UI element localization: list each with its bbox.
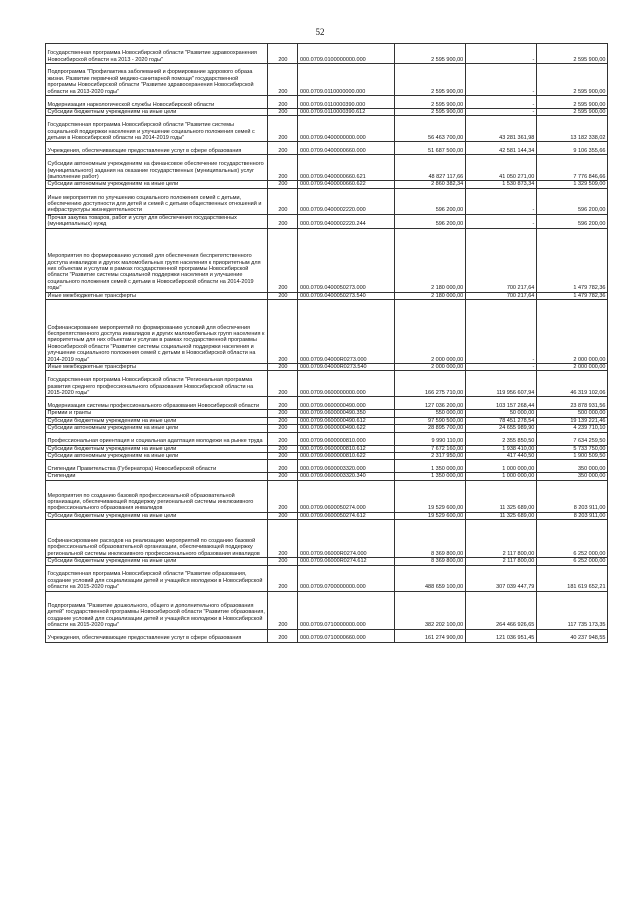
row-approved-amount-cell: 2 595 900,00 xyxy=(394,44,465,64)
row-classification-code-cell: 000.0709.0400000660.000 xyxy=(298,142,394,155)
table-row xyxy=(46,460,608,473)
row-code-cell: 200 xyxy=(268,629,298,642)
row-code-cell: 200 xyxy=(268,228,298,292)
row-classification-code-cell: 000.0709.0400000000.000 xyxy=(298,116,394,142)
row-executed-amount-cell: - xyxy=(465,300,536,364)
table-row xyxy=(46,591,608,629)
row-classification-code-cell: 000.0709.0600000810.612 xyxy=(298,445,394,452)
row-name-cell: Государственная программа Новосибирской области "Развитие здравоохранения Новосибирской области на 2013 - 2020 годы" xyxy=(46,44,268,64)
row-executed-amount-cell: - xyxy=(465,44,536,64)
row-unexecuted-amount-cell: 500 000,00 xyxy=(536,410,607,417)
row-executed-amount-cell: 50 000,00 xyxy=(465,410,536,417)
row-executed-amount-cell: 2 355 850,50 xyxy=(465,432,536,445)
row-unexecuted-amount-cell: 4 239 710,10 xyxy=(536,425,607,432)
row-code-cell: 200 xyxy=(268,181,298,188)
row-code-cell: 200 xyxy=(268,445,298,452)
table-row xyxy=(46,425,608,432)
row-approved-amount-cell: 8 369 800,00 xyxy=(394,558,465,565)
table-row xyxy=(46,410,608,417)
row-approved-amount-cell: 97 590 500,00 xyxy=(394,417,465,424)
table-row xyxy=(46,64,608,96)
row-name-cell: Подпрограмма "Развитие дошкольного, общего и дополнительного образования детей" государственной программы Новосибирской области "Развитие образования, создание условий для социализации детей и учащейся молодежи в Новосибирской области на 2015-2020 годы" xyxy=(46,591,268,629)
row-code-cell: 200 xyxy=(268,591,298,629)
row-unexecuted-amount-cell: 1 479 782,36 xyxy=(536,292,607,299)
row-classification-code-cell: 000.0709.0600000490.000 xyxy=(298,397,394,410)
row-unexecuted-amount-cell: 596 200,00 xyxy=(536,188,607,214)
row-unexecuted-amount-cell: 7 776 846,66 xyxy=(536,155,607,181)
row-approved-amount-cell: 161 274 900,00 xyxy=(394,629,465,642)
row-name-cell: Модернизация системы профессионального образования Новосибирской области xyxy=(46,397,268,410)
row-code-cell: 200 xyxy=(268,188,298,214)
row-approved-amount-cell: 19 529 600,00 xyxy=(394,512,465,519)
row-unexecuted-amount-cell: 2 595 900,00 xyxy=(536,96,607,109)
table-row xyxy=(46,473,608,480)
row-unexecuted-amount-cell: 2 595 900,00 xyxy=(536,109,607,116)
row-approved-amount-cell: 9 990 110,00 xyxy=(394,432,465,445)
row-executed-amount-cell: 41 050 271,00 xyxy=(465,155,536,181)
row-unexecuted-amount-cell: 8 203 911,00 xyxy=(536,480,607,512)
row-code-cell: 200 xyxy=(268,300,298,364)
table-row xyxy=(46,397,608,410)
table-row xyxy=(46,96,608,109)
row-executed-amount-cell: - xyxy=(465,109,536,116)
row-code-cell: 200 xyxy=(268,480,298,512)
row-unexecuted-amount-cell: 1 479 782,36 xyxy=(536,228,607,292)
row-unexecuted-amount-cell: 9 106 355,66 xyxy=(536,142,607,155)
row-executed-amount-cell: 1 938 410,00 xyxy=(465,445,536,452)
row-approved-amount-cell: 56 463 700,00 xyxy=(394,116,465,142)
row-name-cell: Субсидии бюджетным учреждениям на иные цели xyxy=(46,445,268,452)
row-name-cell: Профессиональная ориентация и социальная адаптация молодежи на рынке труда xyxy=(46,432,268,445)
row-approved-amount-cell: 127 036 200,00 xyxy=(394,397,465,410)
row-executed-amount-cell: - xyxy=(465,64,536,96)
row-unexecuted-amount-cell: 350 000,00 xyxy=(536,460,607,473)
row-approved-amount-cell: 2 000 000,00 xyxy=(394,300,465,364)
row-name-cell: Иные межбюджетные трансферты xyxy=(46,292,268,299)
row-classification-code-cell: 000.0709.0400000660.621 xyxy=(298,155,394,181)
row-approved-amount-cell: 2 595 900,00 xyxy=(394,96,465,109)
row-executed-amount-cell: 24 655 989,90 xyxy=(465,425,536,432)
table-row xyxy=(46,512,608,519)
row-approved-amount-cell: 7 672 160,00 xyxy=(394,445,465,452)
row-unexecuted-amount-cell: 40 237 948,55 xyxy=(536,629,607,642)
row-name-cell: Государственная программа Новосибирской области "Региональная программа развития среднего профессионального образования Новосибирской области на 2015-2020 годы" xyxy=(46,371,268,397)
row-classification-code-cell: 000.0709.0700000000.000 xyxy=(298,565,394,591)
table-row xyxy=(46,480,608,512)
table-row xyxy=(46,364,608,371)
row-classification-code-cell: 000.0709.0600050274.612 xyxy=(298,512,394,519)
row-name-cell: Премии и гранты xyxy=(46,410,268,417)
row-code-cell: 200 xyxy=(268,410,298,417)
table-row xyxy=(46,453,608,460)
table-row xyxy=(46,155,608,181)
table-row xyxy=(46,292,608,299)
row-approved-amount-cell: 2 595 900,00 xyxy=(394,109,465,116)
row-unexecuted-amount-cell: 7 634 259,50 xyxy=(536,432,607,445)
row-unexecuted-amount-cell: 117 735 173,35 xyxy=(536,591,607,629)
row-code-cell: 200 xyxy=(268,460,298,473)
row-code-cell: 200 xyxy=(268,432,298,445)
row-code-cell: 200 xyxy=(268,44,298,64)
row-unexecuted-amount-cell: 46 319 102,06 xyxy=(536,371,607,397)
row-classification-code-cell: 000.0709.0400000660.622 xyxy=(298,181,394,188)
row-classification-code-cell: 000.0709.0600003320.000 xyxy=(298,460,394,473)
row-classification-code-cell: 000.0709.0710000660.000 xyxy=(298,629,394,642)
row-classification-code-cell: 000.0709.04000R0273.540 xyxy=(298,364,394,371)
row-approved-amount-cell: 2 595 900,00 xyxy=(394,64,465,96)
row-approved-amount-cell: 166 275 710,00 xyxy=(394,371,465,397)
row-classification-code-cell: 000.0709.0400002220.000 xyxy=(298,188,394,214)
budget-execution-table xyxy=(45,43,608,643)
row-approved-amount-cell: 2 317 950,00 xyxy=(394,453,465,460)
row-unexecuted-amount-cell: 1 329 509,00 xyxy=(536,181,607,188)
row-code-cell: 200 xyxy=(268,155,298,181)
row-name-cell: Субсидии автономным учреждениям на иные цели xyxy=(46,181,268,188)
row-approved-amount-cell: 2 860 382,34 xyxy=(394,181,465,188)
table-row xyxy=(46,228,608,292)
row-name-cell: Модернизация наркологической службы Новосибирской области xyxy=(46,96,268,109)
row-name-cell: Софинансирование расходов на реализацию мероприятий по созданию базовой профессиональной образовательной организации, обеспечивающей поддержку региональной системы инклюзивного профессионального образования инвалидов xyxy=(46,520,268,558)
row-name-cell: Иные межбюджетные трансферты xyxy=(46,364,268,371)
row-code-cell: 200 xyxy=(268,520,298,558)
row-executed-amount-cell: 119 956 607,94 xyxy=(465,371,536,397)
row-unexecuted-amount-cell: 13 182 338,02 xyxy=(536,116,607,142)
row-name-cell: Учреждения, обеспечивающие предоставление услуг в сфере образования xyxy=(46,142,268,155)
table-row xyxy=(46,109,608,116)
row-unexecuted-amount-cell: 23 878 931,56 xyxy=(536,397,607,410)
row-code-cell: 200 xyxy=(268,425,298,432)
row-classification-code-cell: 000.0709.04000R0273.000 xyxy=(298,300,394,364)
row-executed-amount-cell: - xyxy=(465,364,536,371)
row-classification-code-cell: 000.0709.0400050273.540 xyxy=(298,292,394,299)
row-unexecuted-amount-cell: 2 000 000,00 xyxy=(536,300,607,364)
table-row xyxy=(46,520,608,558)
row-code-cell: 200 xyxy=(268,292,298,299)
row-name-cell: Мероприятия по формированию условий для обеспечения беспрепятственного доступа инвалидов и других маломобильных групп населения к приоритетным для них объектам и услугам в рамках государственной программы Новосибирской области "Развитие системы социальной поддержки населения и улучшение социального положения семей с детьми в Новосибирской области на 2014-2019 годы" xyxy=(46,228,268,292)
row-unexecuted-amount-cell: 6 252 000,00 xyxy=(536,558,607,565)
row-executed-amount-cell: 78 451 278,54 xyxy=(465,417,536,424)
row-executed-amount-cell: 417 440,50 xyxy=(465,453,536,460)
row-approved-amount-cell: 382 202 100,00 xyxy=(394,591,465,629)
row-code-cell: 200 xyxy=(268,417,298,424)
table-row xyxy=(46,181,608,188)
row-classification-code-cell: 000.0709.06000R0274.612 xyxy=(298,558,394,565)
row-approved-amount-cell: 550 000,00 xyxy=(394,410,465,417)
row-name-cell: Софинансирование мероприятий по формированию условий для обеспечения беспрепятственного доступа инвалидов и других маломобильных групп населения к приоритетным для них объектам и услугам в рамках государственной программы Новосибирской области "Развитие системы социальной поддержки населения и улучшение социального положения семей с детьми в Новосибирской области на 2014-2019 годы" xyxy=(46,300,268,364)
row-name-cell: Субсидии автономным учреждениям на иные цели xyxy=(46,453,268,460)
row-classification-code-cell: 000.0709.0600000490.350 xyxy=(298,410,394,417)
row-executed-amount-cell: 42 581 144,34 xyxy=(465,142,536,155)
row-executed-amount-cell: 264 466 926,65 xyxy=(465,591,536,629)
row-executed-amount-cell: 1 000 000,00 xyxy=(465,473,536,480)
row-classification-code-cell: 000.0709.0600000490.622 xyxy=(298,425,394,432)
row-code-cell: 200 xyxy=(268,214,298,228)
row-executed-amount-cell: 43 281 361,98 xyxy=(465,116,536,142)
row-executed-amount-cell: 2 117 800,00 xyxy=(465,558,536,565)
row-name-cell: Учреждения, обеспечивающие предоставление услуг в сфере образования xyxy=(46,629,268,642)
row-name-cell: Субсидии бюджетным учреждениям на иные цели xyxy=(46,558,268,565)
row-approved-amount-cell: 2 180 000,00 xyxy=(394,292,465,299)
table-row xyxy=(46,371,608,397)
row-classification-code-cell: 000.0709.0600000490.612 xyxy=(298,417,394,424)
row-approved-amount-cell: 48 827 117,66 xyxy=(394,155,465,181)
table-row xyxy=(46,629,608,642)
row-approved-amount-cell: 2 180 000,00 xyxy=(394,228,465,292)
table-row xyxy=(46,432,608,445)
row-executed-amount-cell: - xyxy=(465,214,536,228)
row-approved-amount-cell: 51 687 500,00 xyxy=(394,142,465,155)
row-name-cell: Иные мероприятия по улучшению социального положения семей с детьми, обеспечению доступности для детей и семей с детьми общественных отношений и инфраструктуры жизнедеятельности xyxy=(46,188,268,214)
table-row xyxy=(46,300,608,364)
row-classification-code-cell: 000.0709.0600000810.622 xyxy=(298,453,394,460)
row-code-cell: 200 xyxy=(268,364,298,371)
row-code-cell: 200 xyxy=(268,64,298,96)
table-row xyxy=(46,445,608,452)
row-approved-amount-cell: 1 350 000,00 xyxy=(394,460,465,473)
row-classification-code-cell: 000.0709.0100000000.000 xyxy=(298,44,394,64)
table-row xyxy=(46,142,608,155)
row-executed-amount-cell: 103 157 268,44 xyxy=(465,397,536,410)
row-executed-amount-cell: 2 117 800,00 xyxy=(465,520,536,558)
row-executed-amount-cell: 1 000 000,00 xyxy=(465,460,536,473)
row-executed-amount-cell: 121 036 951,45 xyxy=(465,629,536,642)
row-name-cell: Прочая закупка товаров, работ и услуг для обеспечения государственных (муниципальных) нужд xyxy=(46,214,268,228)
row-unexecuted-amount-cell: 2 595 900,00 xyxy=(536,64,607,96)
row-classification-code-cell: 000.0709.0600003320.340 xyxy=(298,473,394,480)
row-classification-code-cell: 000.0709.0400050273.000 xyxy=(298,228,394,292)
row-name-cell: Подпрограмма "Профилактика заболеваний и формирование здорового образа жизни. Развитие первичной медико-санитарной помощи" государственной программы Новосибирской области "Развитие здравоохранения Новосибирской области на 2013-2020 годы" xyxy=(46,64,268,96)
row-code-cell: 200 xyxy=(268,473,298,480)
row-name-cell: Субсидии автономным учреждениям на иные цели xyxy=(46,425,268,432)
row-name-cell: Субсидии бюджетным учреждениям на иные цели xyxy=(46,109,268,116)
row-classification-code-cell: 000.0709.0110000390.612 xyxy=(298,109,394,116)
table-row xyxy=(46,44,608,64)
row-classification-code-cell: 000.0709.0400002220.244 xyxy=(298,214,394,228)
row-classification-code-cell: 000.0709.0710000000.000 xyxy=(298,591,394,629)
row-approved-amount-cell: 596 200,00 xyxy=(394,214,465,228)
row-unexecuted-amount-cell: 5 733 750,00 xyxy=(536,445,607,452)
table-row xyxy=(46,188,608,214)
row-name-cell: Субсидии бюджетным учреждениям на иные цели xyxy=(46,512,268,519)
row-unexecuted-amount-cell: 8 203 911,00 xyxy=(536,512,607,519)
row-name-cell: Государственная программа Новосибирской области "Развитие образования, создание условий для социализации детей и учащейся молодежи в Новосибирской области на 2015-2020 годы" xyxy=(46,565,268,591)
row-approved-amount-cell: 2 000 000,00 xyxy=(394,364,465,371)
row-approved-amount-cell: 596 200,00 xyxy=(394,188,465,214)
table-body xyxy=(46,44,608,643)
row-unexecuted-amount-cell: 19 139 221,46 xyxy=(536,417,607,424)
row-unexecuted-amount-cell: 181 619 652,21 xyxy=(536,565,607,591)
page-number: 52 xyxy=(315,27,325,37)
row-name-cell: Государственная программа Новосибирской области "Развитие системы социальной поддержки населения и улучшение социального положения семей с детьми в Новосибирской области на 2014-2019 годы" xyxy=(46,116,268,142)
row-unexecuted-amount-cell: 6 252 000,00 xyxy=(536,520,607,558)
row-executed-amount-cell: - xyxy=(465,96,536,109)
row-name-cell: Стипендии xyxy=(46,473,268,480)
table-row xyxy=(46,417,608,424)
table-row xyxy=(46,214,608,228)
row-executed-amount-cell: 307 039 447,79 xyxy=(465,565,536,591)
row-approved-amount-cell: 1 350 000,00 xyxy=(394,473,465,480)
row-executed-amount-cell: 700 217,64 xyxy=(465,228,536,292)
row-name-cell: Субсидии автономным учреждениям на финансовое обеспечение государственного (муниципального) задания на оказание государственных (муниципальных) услуг (выполнение работ) xyxy=(46,155,268,181)
row-classification-code-cell: 000.0709.0600000000.000 xyxy=(298,371,394,397)
row-code-cell: 200 xyxy=(268,96,298,109)
row-code-cell: 200 xyxy=(268,397,298,410)
row-code-cell: 200 xyxy=(268,109,298,116)
row-code-cell: 200 xyxy=(268,371,298,397)
row-code-cell: 200 xyxy=(268,558,298,565)
row-unexecuted-amount-cell: 2 000 000,00 xyxy=(536,364,607,371)
row-executed-amount-cell: 1 530 873,34 xyxy=(465,181,536,188)
row-name-cell: Субсидии бюджетным учреждениям на иные цели xyxy=(46,417,268,424)
row-classification-code-cell: 000.0709.0600000810.000 xyxy=(298,432,394,445)
row-code-cell: 200 xyxy=(268,116,298,142)
row-classification-code-cell: 000.0709.0110000000.000 xyxy=(298,64,394,96)
row-name-cell: Стипендии Правительства (Губернатора) Новосибирской области xyxy=(46,460,268,473)
row-executed-amount-cell: 11 325 689,00 xyxy=(465,512,536,519)
row-unexecuted-amount-cell: 596 200,00 xyxy=(536,214,607,228)
row-executed-amount-cell: 11 325 689,00 xyxy=(465,480,536,512)
row-code-cell: 200 xyxy=(268,453,298,460)
row-code-cell: 200 xyxy=(268,512,298,519)
row-approved-amount-cell: 488 659 100,00 xyxy=(394,565,465,591)
row-executed-amount-cell: - xyxy=(465,188,536,214)
row-name-cell: Мероприятия по созданию базовой профессиональной образовательной организации, обеспечивающей поддержку региональной системы инклюзивного профессионального образования инвалидов xyxy=(46,480,268,512)
table-row xyxy=(46,558,608,565)
row-unexecuted-amount-cell: 350 000,00 xyxy=(536,473,607,480)
row-classification-code-cell: 000.0709.0110000390.000 xyxy=(298,96,394,109)
table-row xyxy=(46,116,608,142)
table-row xyxy=(46,565,608,591)
row-executed-amount-cell: 700 217,64 xyxy=(465,292,536,299)
row-approved-amount-cell: 8 369 800,00 xyxy=(394,520,465,558)
row-classification-code-cell: 000.0709.0600050274.000 xyxy=(298,480,394,512)
row-unexecuted-amount-cell: 2 595 900,00 xyxy=(536,44,607,64)
row-code-cell: 200 xyxy=(268,565,298,591)
row-approved-amount-cell: 28 895 700,00 xyxy=(394,425,465,432)
row-code-cell: 200 xyxy=(268,142,298,155)
row-unexecuted-amount-cell: 1 900 509,50 xyxy=(536,453,607,460)
row-approved-amount-cell: 19 529 600,00 xyxy=(394,480,465,512)
row-classification-code-cell: 000.0709.06000R0274.000 xyxy=(298,520,394,558)
